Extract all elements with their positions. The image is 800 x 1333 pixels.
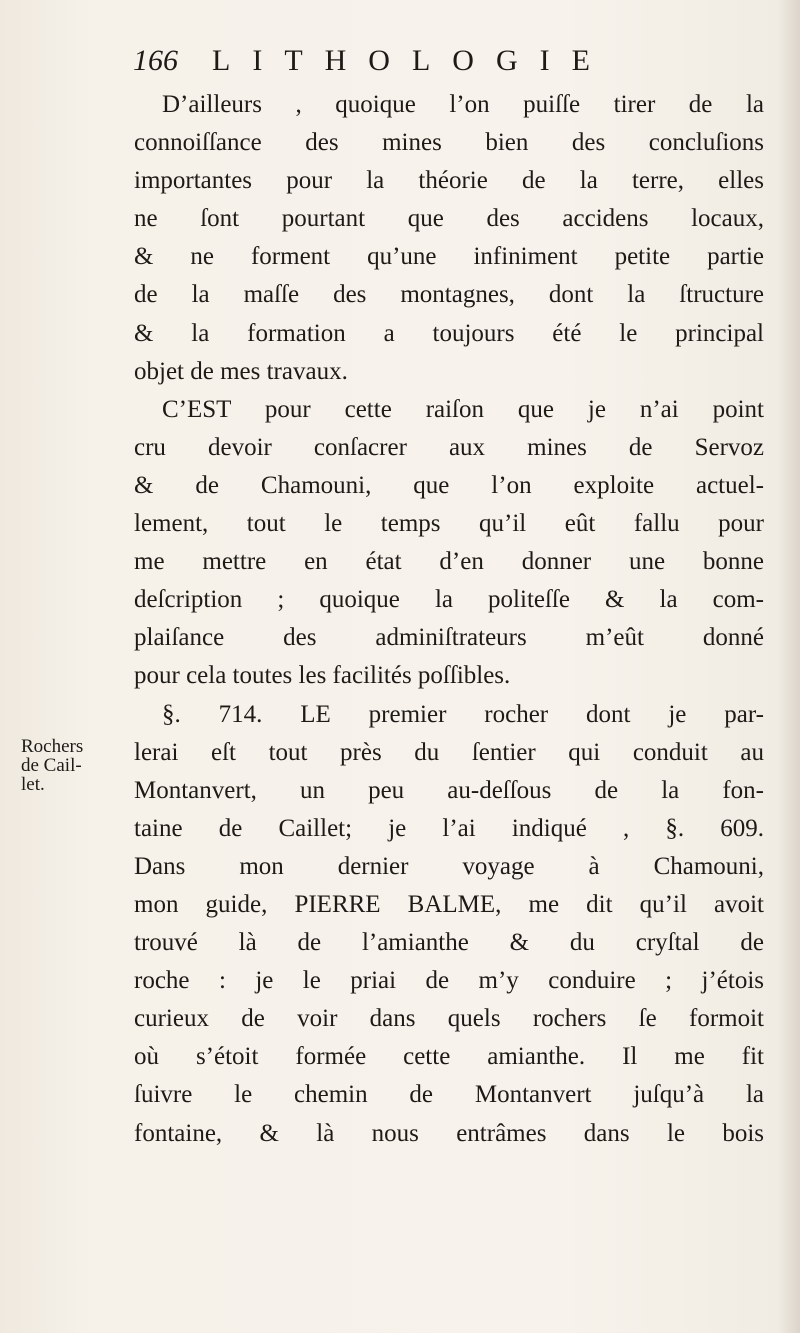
text-line: lerai eſt tout près du ſentier qui conduit au	[134, 738, 764, 766]
text-line: C’EST pour cette raiſon que je n’ai point	[162, 395, 764, 423]
marginal-note-line: let.	[21, 774, 45, 795]
marginal-note	[21, 737, 101, 794]
text-line: pour cela toutes les facilités poſſibles.	[134, 662, 511, 690]
page-number: 166	[133, 44, 178, 77]
text-line: connoiſſance des mines bien des concluſions	[134, 129, 764, 157]
text-line: de la maſſe des montagnes, dont la ſtructure	[134, 281, 764, 309]
text-line: curieux de voir dans quels rochers ſe formoit	[134, 1005, 764, 1033]
text-line: Dans mon dernier voyage à Chamouni,	[134, 852, 764, 880]
text-line: taine de Caillet; je l’ai indiqué , §. 609.	[134, 814, 764, 842]
text-line: ſuivre le chemin de Montanvert juſqu’à la	[134, 1081, 764, 1109]
page-edge-shadow	[778, 0, 800, 1333]
text-line: Montanvert, un peu au-deſſous de la fon-	[134, 776, 764, 804]
text-line: fontaine, & là nous entrâmes dans le bois	[134, 1119, 764, 1147]
text-line: D’ailleurs , quoique l’on puiſſe tirer de la	[162, 91, 764, 118]
text-line: deſcription ; quoique la politeſſe & la com-	[134, 586, 764, 614]
text-line: mon guide, PIERRE BALME, me dit qu’il avoit	[134, 890, 764, 918]
text-line: où s’étoit formée cette amianthe. Il me fit	[134, 1043, 764, 1071]
text-line: cru devoir conſacrer aux mines de Servoz	[134, 433, 764, 461]
text-line: objet de mes travaux.	[134, 357, 348, 385]
text-line: lement, tout le temps qu’il eût fallu pour	[134, 510, 764, 538]
text-line: trouvé là de l’amianthe & du cryſtal de	[134, 929, 764, 957]
text-line: & de Chamouni, que l’on exploite actuel-	[134, 471, 764, 499]
marginal-note-line: Rochers	[21, 736, 84, 757]
text-line: ne ſont pourtant que des accidens locaux,	[134, 205, 764, 233]
text-line: me mettre en état d’en donner une bonne	[134, 548, 764, 576]
text-line: importantes pour la théorie de la terre, elles	[134, 167, 764, 195]
marginal-note-line: de Cail-	[21, 755, 82, 776]
text-line: & la formation a toujours été le principal	[134, 319, 764, 347]
text-line: §. 714. LE premier rocher dont je par-	[162, 700, 764, 728]
text-line: roche : je le priai de m’y conduire ; j’étois	[134, 967, 764, 995]
text-line: plaiſance des adminiſtrateurs m’eût donné	[134, 624, 764, 652]
running-title: LITHOLOGIE	[212, 44, 612, 77]
body-text	[134, 86, 764, 1153]
text-line: & ne forment qu’une infiniment petite partie	[134, 243, 764, 271]
